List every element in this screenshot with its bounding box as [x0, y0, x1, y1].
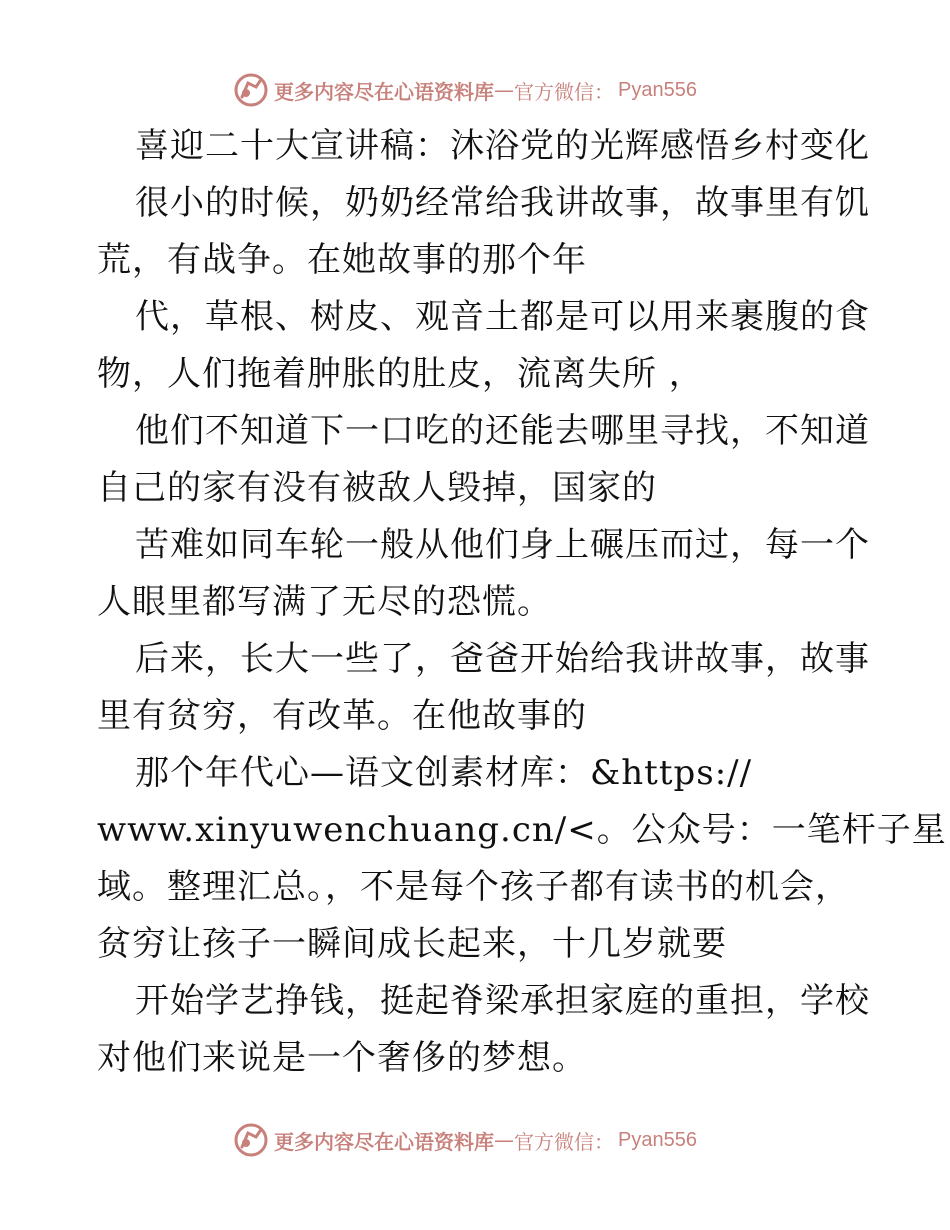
paragraph-line: 很小的时候，奶奶经常给我讲故事，故事里有饥 [135, 183, 870, 223]
brand-logo-icon [234, 73, 268, 107]
footer-dash: — [494, 1128, 514, 1152]
document-title: 喜迎二十大宣讲稿：沐浴党的光辉感悟乡村变化 [135, 126, 870, 166]
paragraph-line: 贫穷让孩子一瞬间成长起来，十几岁就要 [97, 924, 727, 964]
paragraph-line: 后来，长大一些了，爸爸开始给我讲故事，故事 [135, 639, 870, 679]
header-main-text: 更多内容尽在心语资料库 [274, 79, 494, 104]
paragraph-line: 人眼里都写满了无尽的恐慌。 [97, 582, 552, 622]
paragraph-line: 对他们来说是一个奢侈的梦想。 [97, 1038, 587, 1078]
paragraph-line: 域。整理汇总。，不是每个孩子都有读书的机会， [97, 867, 850, 907]
paragraph-line: 自己的家有没有被敌人毁掉，国家的 [97, 468, 657, 508]
paragraph-line: 代，草根、树皮、观音土都是可以用来裹腹的食 [135, 297, 870, 337]
header-wechat-id: Pyan556 [618, 78, 697, 101]
paragraph-line: 那个年代心—语文创素材库：&https:// [135, 753, 753, 793]
footer-sub-text: 官方微信： [514, 1129, 614, 1154]
paragraph-line: www.xinyuwenchuang.cn/<。公众号：一笔杆子星 [97, 810, 947, 850]
document-body [97, 118, 947, 1087]
header-dash: — [494, 78, 514, 102]
footer-banner[interactable] [234, 1120, 714, 1160]
paragraph-line: 苦难如同车轮一般从他们身上碾压而过，每一个 [135, 525, 870, 565]
paragraph-line: 他们不知道下一口吃的还能去哪里寻找，不知道 [135, 411, 870, 451]
paragraph-line: 里有贫穷，有改革。在他故事的 [97, 696, 587, 736]
paragraph-line: 开始学艺挣钱，挺起脊梁承担家庭的重担，学校 [135, 981, 870, 1021]
paragraph-line: 物，人们拖着肿胀的肚皮，流离失所 ， [97, 354, 704, 394]
footer-main-text: 更多内容尽在心语资料库 [274, 1129, 494, 1154]
header-banner[interactable] [234, 70, 714, 110]
header-sub-text: 官方微信： [514, 79, 614, 104]
paragraph-line: 荒，有战争。在她故事的那个年 [97, 240, 587, 280]
footer-wechat-id: Pyan556 [618, 1128, 697, 1151]
brand-logo-icon [234, 1123, 268, 1157]
